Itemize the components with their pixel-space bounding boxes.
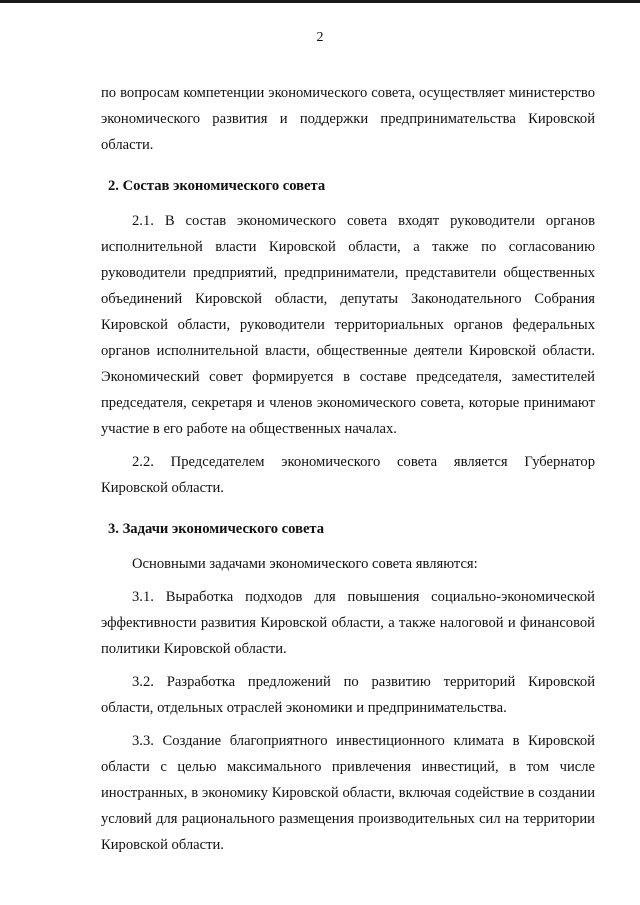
page-number: 2: [316, 30, 324, 45]
top-border-line: [0, 0, 640, 3]
section-3-lead: Основными задачами экономического совета являются:: [132, 556, 478, 572]
section-3-heading: 3. Задачи экономического совета: [108, 521, 325, 537]
intro-paragraph: по вопросам компетенции экономического совета, осуществляет министерство экономического развития и поддержки предпринимательства Кировской области.: [101, 85, 595, 153]
section-3-2-paragraph: 3.2. Разработка предложений по развитию территорий Кировской области, отдельных отраслей экономики и предпринимательства.: [101, 674, 595, 716]
section-2-heading: 2. Состав экономического совета: [108, 178, 326, 194]
section-3-3-paragraph: 3.3. Создание благоприятного инвестиционного климата в Кировской области с целью максимального привлечения инвестиций, в том числе иностранных, в экономику Кировской области, включая содействие в создании условий для рационального размещения производительных сил на территории Кировской области.: [101, 733, 595, 853]
document-body: [101, 80, 595, 858]
section-3-1-paragraph: 3.1. Выработка подходов для повышения социально-экономической эффективности развития Кировской области, а также налоговой и финансовой политики Кировской области.: [101, 589, 595, 657]
section-2-2-paragraph: 2.2. Председателем экономического совета является Губернатор Кировской области.: [101, 454, 595, 496]
section-2-1-paragraph: 2.1. В состав экономического совета входят руководители органов исполнительной власти Кировской области, а также по согласованию руководители предприятий, предприниматели, представители общественных объединений Кировской области, депутаты Законодательного Собрания Кировской области, руководители территориальных органов федеральных органов исполнительной власти, общественные деятели Кировской области. Экономический совет формируется в составе председателя, заместителей председателя, секретаря и членов экономического совета, которые принимают участие в его работе на общественных началах.: [101, 213, 595, 437]
